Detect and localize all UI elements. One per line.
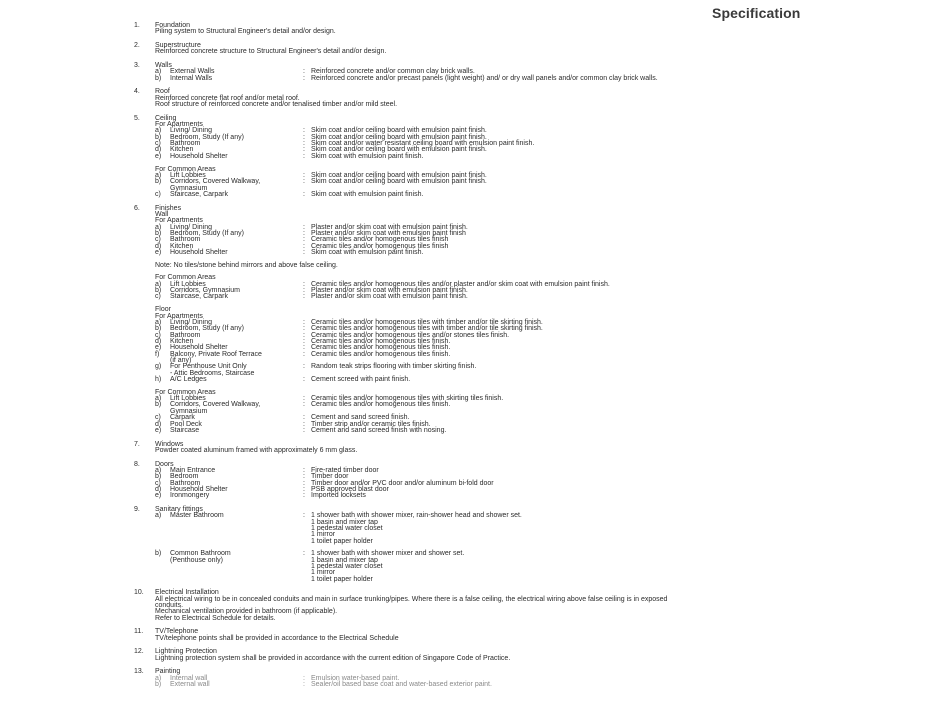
item-description: Cement and sand screed finish. xyxy=(311,414,410,422)
item-label: Ironmongery xyxy=(170,492,210,500)
section-heading: Finishes xyxy=(155,204,182,212)
section-heading: Doors xyxy=(155,460,174,468)
body-text: For Common Areas xyxy=(155,165,216,173)
colon-separator: : xyxy=(303,242,305,250)
item-letter: c) xyxy=(155,293,161,301)
body-text: All electrical wiring to be in concealed conduits and main in surface trunking/pipes. Where there is a false ceiling, the electrical wiring above false ceiling is in exposed xyxy=(155,595,668,603)
item-label: Corridors, Covered Walkway, xyxy=(170,401,261,409)
item-letter: d) xyxy=(155,485,162,493)
item-label: Kitchen xyxy=(170,146,194,154)
item-label: Bathroom xyxy=(170,140,201,148)
item-description: Skim coat and/or water resistant ceiling board with emulsion paint finish. xyxy=(311,140,535,148)
body-text: TV/telephone points shall be provided in accordance to the Electrical Schedule xyxy=(155,634,399,642)
item-label: Bathroom xyxy=(170,331,201,339)
item-label: Common Bathroom xyxy=(170,550,231,558)
item-description: Ceramic tiles and/or homogenous tiles and/or stones tiles finish. xyxy=(311,331,510,339)
item-description: Skim coat with emulsion paint finish. xyxy=(311,152,424,160)
item-letter: b) xyxy=(155,74,162,82)
item-description: Reinforced concrete and/or precast panels (light weight) and/ or dry wall panels and/or common clay brick walls. xyxy=(311,74,658,82)
colon-separator: : xyxy=(303,344,305,352)
item-description: Skim coat and/or ceiling board with emulsion paint finish. xyxy=(311,146,487,154)
colon-separator: : xyxy=(303,550,305,558)
item-label: Kitchen xyxy=(170,337,194,345)
item-letter: a) xyxy=(155,466,162,474)
colon-separator: : xyxy=(303,140,305,148)
colon-separator: : xyxy=(303,249,305,256)
colon-separator: : xyxy=(303,674,305,682)
section-heading: Superstructure xyxy=(155,42,201,49)
colon-separator: : xyxy=(303,171,305,179)
colon-separator: : xyxy=(303,152,305,160)
item-letter: b) xyxy=(155,287,162,295)
body-text: conduits. xyxy=(155,602,184,610)
colon-separator: : xyxy=(303,146,305,154)
item-label: Pool Deck xyxy=(170,420,202,428)
item-label: Carpark xyxy=(170,414,195,422)
item-description: Timber door and/or PVC door and/or aluminum bi-fold door xyxy=(311,479,494,487)
section-number: 7. xyxy=(134,440,140,448)
item-label: Household Shelter xyxy=(170,249,228,256)
item-label: Corridors, Gymnasium xyxy=(170,287,241,295)
item-letter: d) xyxy=(155,420,162,428)
colon-separator: : xyxy=(303,178,305,186)
body-text: Powder coated aluminum framed with approximately 6 mm glass. xyxy=(155,446,358,454)
item-letter: c) xyxy=(155,190,161,198)
section-heading: Electrical Installation xyxy=(155,589,219,597)
item-letter: d) xyxy=(155,242,162,250)
item-label: (if any) xyxy=(170,357,192,364)
item-description: Cement and sand screed finish with nosing. xyxy=(311,426,447,434)
item-label: For Penthouse Unit Only xyxy=(170,363,247,371)
section-number: 2. xyxy=(134,42,140,49)
colon-separator: : xyxy=(303,512,305,520)
item-label: A/C Ledges xyxy=(170,376,207,383)
body-text: For Apartments xyxy=(155,121,203,128)
colon-separator: : xyxy=(303,325,305,333)
item-description: Timber strip and/or ceramic tiles finish. xyxy=(311,420,431,428)
item-label: External Walls xyxy=(170,68,215,76)
colon-separator: : xyxy=(303,190,305,198)
colon-separator: : xyxy=(303,133,305,141)
item-description: Ceramic tiles and/or homogenous tiles and/or plaster and/or skim coat with emulsion paint finish. xyxy=(311,280,610,288)
section-number: 6. xyxy=(134,204,140,212)
item-description: 1 shower bath with shower mixer, rain-shower head and shower set. xyxy=(311,512,522,520)
item-letter: a) xyxy=(155,68,162,76)
item-label: Staircase xyxy=(170,426,200,434)
body-text: Piling system to Structural Engineer's detail and/or design. xyxy=(155,28,336,36)
item-description: Ceramic tiles and/or homogenous tiles finish. xyxy=(311,337,451,345)
body-text: Reinforced concrete flat roof and/or metal roof. xyxy=(155,94,300,102)
section-heading: Foundation xyxy=(155,22,191,29)
item-letter: e) xyxy=(155,426,162,434)
item-letter: e) xyxy=(155,249,162,256)
item-letter: b) xyxy=(155,473,162,481)
section-number: 8. xyxy=(134,460,140,468)
item-description: Skim coat and/or ceiling board with emulsion paint finish. xyxy=(311,178,487,186)
colon-separator: : xyxy=(303,420,305,428)
section-number: 13. xyxy=(134,668,144,676)
item-letter: c) xyxy=(155,479,161,487)
item-description: Fire-rated timber door xyxy=(311,466,379,474)
item-description: Ceramic tiles and/or homogenous tiles finish. xyxy=(311,350,451,358)
item-letter: e) xyxy=(155,344,162,352)
colon-separator: : xyxy=(303,331,305,339)
colon-separator: : xyxy=(303,485,305,493)
section-number: 3. xyxy=(134,62,140,69)
item-letter: c) xyxy=(155,140,161,148)
body-text: Wall xyxy=(155,210,169,218)
item-letter: b) xyxy=(155,325,162,333)
item-description: 1 shower bath with shower mixer and shower set. xyxy=(311,550,465,558)
item-letter: g) xyxy=(155,363,162,371)
item-description: Imported locksets xyxy=(311,492,366,500)
bottom-fade xyxy=(0,700,943,717)
item-label: - Attic Bedrooms, Staircase xyxy=(170,369,255,377)
item-label: Household Shelter xyxy=(170,152,228,160)
colon-separator: : xyxy=(303,350,305,358)
item-label: Bedroom, Study (If any) xyxy=(170,229,244,237)
item-description: Skim coat with emulsion paint finish. xyxy=(311,249,424,256)
item-label: Master Bathroom xyxy=(170,512,224,520)
colon-separator: : xyxy=(303,426,305,434)
item-description: 1 basin and mixer tap xyxy=(311,556,378,564)
item-description: Ceramic tiles and/or homogenous tiles finish xyxy=(311,236,449,244)
colon-separator: : xyxy=(303,229,305,237)
body-text: For Apartments xyxy=(155,217,203,225)
item-label: Staircase, Carpark xyxy=(170,293,228,301)
item-letter: a) xyxy=(155,171,162,179)
item-description: 1 pedestal water closet xyxy=(311,524,383,532)
section-heading: Walls xyxy=(155,62,172,69)
item-label: External wall xyxy=(170,681,210,689)
item-label: Bathroom xyxy=(170,236,201,244)
item-description: Plaster and/or skim coat with emulsion paint finish. xyxy=(311,223,468,231)
item-description: Ceramic tiles and/or homogenous tiles finish. xyxy=(311,344,451,352)
colon-separator: : xyxy=(303,337,305,345)
body-text: For Common Areas xyxy=(155,274,216,282)
body-text: Roof structure of reinforced concrete and/or tenalised timber and/or mild steel. xyxy=(155,101,398,108)
section-number: 12. xyxy=(134,648,144,656)
item-letter: b) xyxy=(155,133,162,141)
colon-separator: : xyxy=(303,74,305,82)
colon-separator: : xyxy=(303,293,305,301)
item-letter: h) xyxy=(155,376,162,383)
item-description: Timber door xyxy=(311,473,349,481)
item-letter: e) xyxy=(155,492,162,500)
item-description: Skim coat and/or ceiling board with emulsion paint finish. xyxy=(311,171,487,179)
section-heading: Windows xyxy=(155,440,184,448)
colon-separator: : xyxy=(303,473,305,481)
colon-separator: : xyxy=(303,395,305,403)
item-description: Plaster and/or skim coat with emulsion paint finish. xyxy=(311,293,468,301)
item-letter: c) xyxy=(155,236,161,244)
item-letter: f) xyxy=(155,350,160,358)
colon-separator: : xyxy=(303,127,305,135)
section-number: 4. xyxy=(134,88,140,96)
item-letter: b) xyxy=(155,401,162,409)
item-description: Skim coat with emulsion paint finish. xyxy=(311,190,424,198)
item-letter: a) xyxy=(155,127,162,135)
item-description: Ceramic tiles and/or homogenous tiles finish xyxy=(311,242,449,250)
item-letter: b) xyxy=(155,681,162,689)
section-number: 5. xyxy=(134,114,140,122)
item-description: Cement screed with paint finish. xyxy=(311,376,411,383)
item-label: Household Shelter xyxy=(170,344,228,352)
body-text: Floor xyxy=(155,306,171,314)
item-label: Internal Walls xyxy=(170,74,213,82)
item-letter: a) xyxy=(155,512,162,520)
item-description: 1 toilet paper holder xyxy=(311,575,373,583)
item-label: Bedroom, Study (If any) xyxy=(170,133,244,141)
item-letter: a) xyxy=(155,318,162,326)
item-description: PSB approved blast door xyxy=(311,485,389,493)
item-label: Living/ Dining xyxy=(170,223,213,231)
item-label: Staircase, Carpark xyxy=(170,190,228,198)
item-label: Lift Lobbies xyxy=(170,395,206,403)
body-text: For Apartments xyxy=(155,312,203,320)
section-heading: Lightning Protection xyxy=(155,648,217,656)
item-description: Skim coat and/or ceiling board with emulsion paint finish. xyxy=(311,133,487,141)
item-letter: a) xyxy=(155,674,162,682)
section-number: 11. xyxy=(134,628,144,636)
item-letter: c) xyxy=(155,331,161,339)
colon-separator: : xyxy=(303,414,305,422)
body-text: Lightning protection system shall be provided in accordance with the current edition of Singapore Code of Practice. xyxy=(155,654,511,662)
item-label: Corridors, Covered Walkway, xyxy=(170,178,261,186)
item-description: Emulsion water-based paint. xyxy=(311,674,400,682)
item-label: Internal wall xyxy=(170,674,208,682)
section-number: 9. xyxy=(134,505,140,513)
item-description: Ceramic tiles and/or homogenous tiles with timber and/or tile skirting finish. xyxy=(311,325,543,333)
item-description: Plaster and/or skim coat with emulsion paint finish xyxy=(311,229,466,237)
item-description: 1 mirror xyxy=(311,569,336,577)
item-letter: c) xyxy=(155,414,161,422)
section-heading: Sanitary fittings xyxy=(155,505,203,513)
item-label: Bathroom xyxy=(170,479,201,487)
section-heading: Ceiling xyxy=(155,114,177,122)
body-text: For Common Areas xyxy=(155,388,216,396)
item-label: Lift Lobbies xyxy=(170,171,206,179)
item-description: 1 pedestal water closet xyxy=(311,563,383,570)
colon-separator: : xyxy=(303,492,305,500)
colon-separator: : xyxy=(303,287,305,295)
item-letter: d) xyxy=(155,146,162,154)
item-label: Living/ Dining xyxy=(170,318,213,326)
colon-separator: : xyxy=(303,466,305,474)
item-label: (Penthouse only) xyxy=(170,556,223,564)
colon-separator: : xyxy=(303,363,305,371)
item-description: Random teak strips flooring with timber skirting finish. xyxy=(311,363,477,371)
item-label: Household Shelter xyxy=(170,485,228,493)
item-description: Ceramic tiles and/or homogenous tiles with timber and/or tile skirting finish. xyxy=(311,318,543,326)
section-heading: TV/Telephone xyxy=(155,628,199,636)
item-description: Plaster and/or skim coat with emulsion paint finish. xyxy=(311,287,468,295)
item-label: Balcony, Private Roof Terrace xyxy=(170,350,262,358)
colon-separator: : xyxy=(303,401,305,409)
colon-separator: : xyxy=(303,376,305,383)
page-title: Specification xyxy=(712,5,801,21)
section-heading: Roof xyxy=(155,88,170,96)
item-letter: e) xyxy=(155,152,162,160)
item-label: Main Entrance xyxy=(170,466,216,474)
item-label: Bedroom xyxy=(170,473,199,481)
item-description: 1 mirror xyxy=(311,531,336,539)
body-text: Reinforced concrete structure to Structural Engineer's detail and/or design. xyxy=(155,48,387,56)
item-letter: d) xyxy=(155,337,162,345)
item-label: Living/ Dining xyxy=(170,127,213,135)
item-description: 1 basin and mixer tap xyxy=(311,518,378,526)
item-description: Skim coat and/or ceiling board with emulsion paint finish. xyxy=(311,127,487,135)
item-letter: b) xyxy=(155,229,162,237)
item-description: 1 toilet paper holder xyxy=(311,537,373,545)
item-description: Ceramic tiles and/or homogenous tiles with skirting tiles finish. xyxy=(311,395,504,403)
colon-separator: : xyxy=(303,223,305,231)
item-label: Gymnasium xyxy=(170,184,208,192)
body-text: Mechanical ventilation provided in bathroom (if applicable). xyxy=(155,608,338,616)
body-text: Refer to Electrical Schedule for details. xyxy=(155,614,276,622)
colon-separator: : xyxy=(303,479,305,487)
section-number: 10. xyxy=(134,589,144,597)
item-letter: a) xyxy=(155,280,162,288)
section-heading: Painting xyxy=(155,668,181,676)
item-description: Reinforced concrete and/or common clay brick walls. xyxy=(311,68,475,76)
item-letter: a) xyxy=(155,395,162,403)
item-label: Gymnasium xyxy=(170,407,208,415)
item-description: Sealer/oil based base coat and water-based exterior paint. xyxy=(311,681,492,689)
item-label: Kitchen xyxy=(170,242,194,250)
item-letter: b) xyxy=(155,550,162,558)
colon-separator: : xyxy=(303,280,305,288)
item-letter: b) xyxy=(155,178,162,186)
colon-separator: : xyxy=(303,236,305,244)
item-letter: a) xyxy=(155,223,162,231)
item-description: Ceramic tiles and/or homogenous tiles finish. xyxy=(311,401,451,409)
colon-separator: : xyxy=(303,68,305,76)
item-label: Bedroom, Study (If any) xyxy=(170,325,244,333)
section-number: 1. xyxy=(134,22,140,29)
colon-separator: : xyxy=(303,318,305,326)
item-label: Lift Lobbies xyxy=(170,280,206,288)
colon-separator: : xyxy=(303,681,305,689)
body-text: Note: No tiles/stone behind mirrors and above false ceiling. xyxy=(155,261,338,269)
